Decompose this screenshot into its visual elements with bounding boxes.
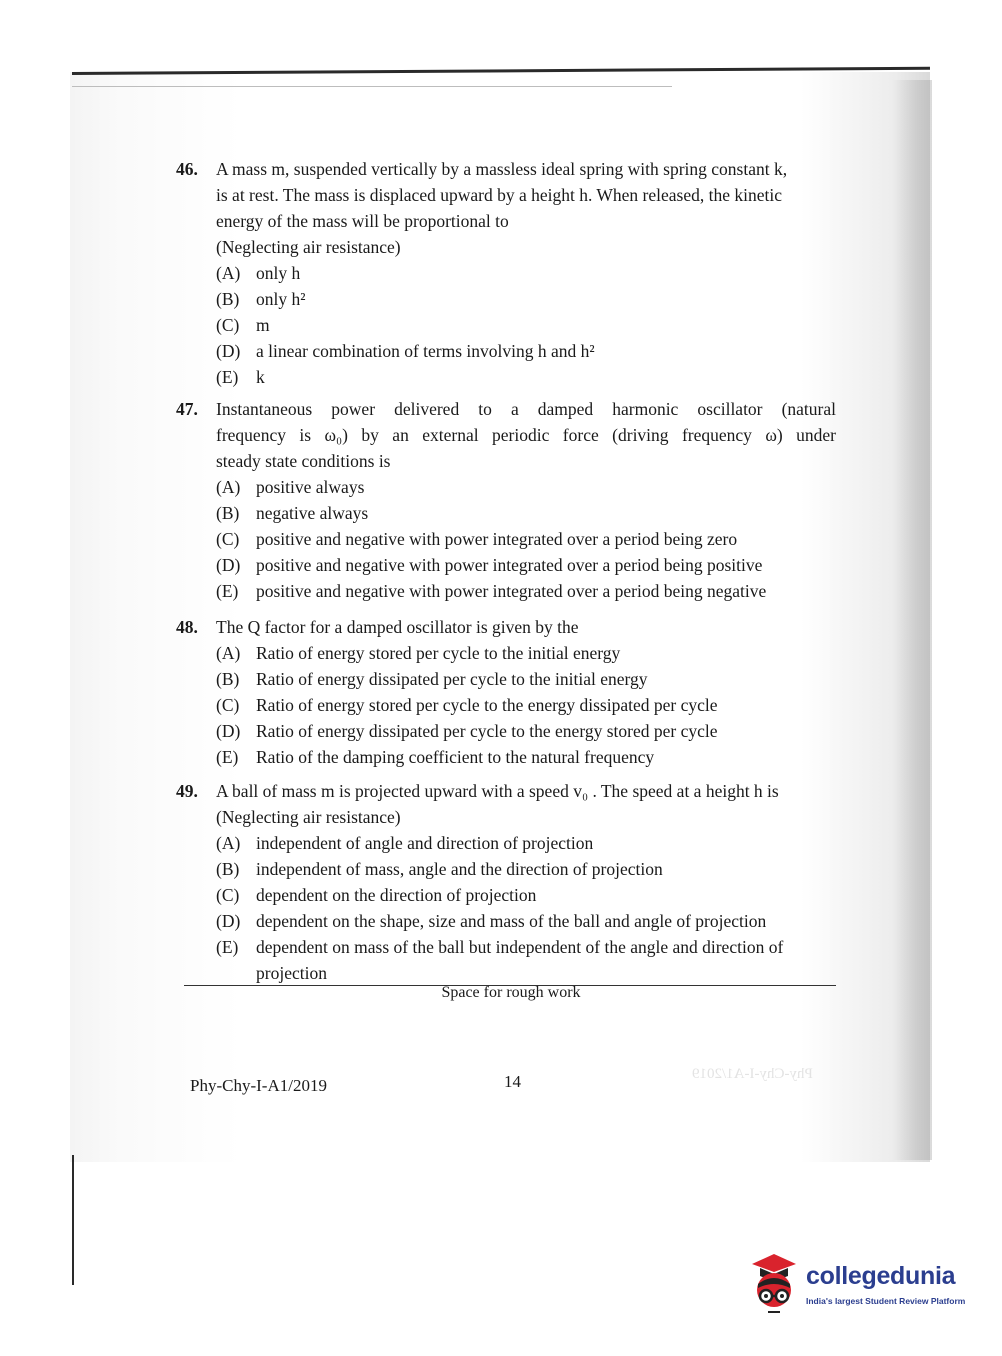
question-stem: [216, 778, 836, 830]
option-b: (B) independent of mass, angle and the direction of projection: [216, 859, 663, 879]
stem-line: frequency is ω₀) by an external periodic force (driving frequency ω) under: [216, 425, 836, 445]
option-b: (B) only h²: [216, 289, 306, 309]
option-c: (C) Ratio of energy stored per cycle to the energy dissipated per cycle: [216, 695, 718, 715]
show-through-text: Phy-Chy-I-A1/2019: [692, 1066, 813, 1082]
question-49: [176, 778, 836, 986]
page-number: 14: [504, 1072, 521, 1091]
option-a: (A) only h: [216, 263, 301, 283]
question-48: [176, 614, 836, 770]
options-list: [216, 260, 836, 390]
question-number: 46.: [176, 159, 198, 179]
question-number: 47.: [176, 399, 198, 419]
option-e: (E) Ratio of the damping coefficient to the natural frequency: [216, 747, 655, 767]
option-c: (C) m: [216, 315, 270, 335]
question-stem: [216, 614, 836, 640]
option-b: (B) negative always: [216, 503, 369, 523]
rough-work-label: Space for rough work: [441, 984, 581, 1001]
question-stem: [216, 396, 836, 474]
option-e: (E) k: [216, 367, 265, 387]
stem-line: (Neglecting air resistance): [216, 807, 401, 827]
question-46: [176, 156, 836, 390]
stem-line: A ball of mass m is projected upward with a speed v₀ . The speed at a height h is: [216, 781, 779, 801]
option-d: (D) positive and negative with power integrated over a period being positive: [216, 555, 763, 575]
option-a: (A) independent of angle and direction of projection: [216, 833, 594, 853]
stem-line: (Neglecting air resistance): [216, 237, 401, 257]
question-number: 49.: [176, 781, 198, 801]
stem-line: A mass m, suspended vertically by a massless ideal spring with spring constant k,: [216, 159, 788, 179]
question-number: 48.: [176, 617, 198, 637]
collegedunia-logo[interactable]: [744, 1250, 974, 1330]
option-b: (B) Ratio of energy dissipated per cycle to the initial energy: [216, 669, 648, 689]
stem-line: is at rest. The mass is displaced upward by a height h. When released, the kinetic: [216, 185, 782, 205]
option-e: (E) positive and negative with power integrated over a period being negative: [216, 581, 767, 601]
mascot-icon: [744, 1250, 804, 1320]
stem-line: Instantaneous power delivered to a damped harmonic oscillator (natural: [216, 399, 836, 419]
options-list: [216, 474, 836, 604]
question-stem: [216, 156, 836, 260]
logo-tagline: India's largest Student Review Platform: [806, 1296, 966, 1306]
stem-line: The Q factor for a damped oscillator is given by the: [216, 617, 579, 637]
options-list: [216, 640, 836, 770]
option-d: (D) Ratio of energy dissipated per cycle to the energy stored per cycle: [216, 721, 718, 741]
options-list: [216, 830, 836, 986]
option-d: (D) a linear combination of terms involving h and h²: [216, 341, 595, 361]
logo-wordmark: collegedunia: [806, 1262, 956, 1290]
option-c: (C) dependent on the direction of projection: [216, 885, 537, 905]
question-47: [176, 396, 836, 604]
option-d: (D) dependent on the shape, size and mass of the ball and angle of projection: [216, 911, 767, 931]
stem-line: steady state conditions is: [216, 451, 391, 471]
option-a: (A) Ratio of energy stored per cycle to the initial energy: [216, 643, 621, 663]
paper-code: Phy-Chy-I-A1/2019: [190, 1076, 327, 1095]
stem-line: energy of the mass will be proportional to: [216, 211, 509, 231]
option-c: (C) positive and negative with power integrated over a period being zero: [216, 529, 738, 549]
option-a: (A) positive always: [216, 477, 365, 497]
option-e: (E) dependent on mass of the ball but independent of the angle and direction of projection: [216, 937, 784, 983]
